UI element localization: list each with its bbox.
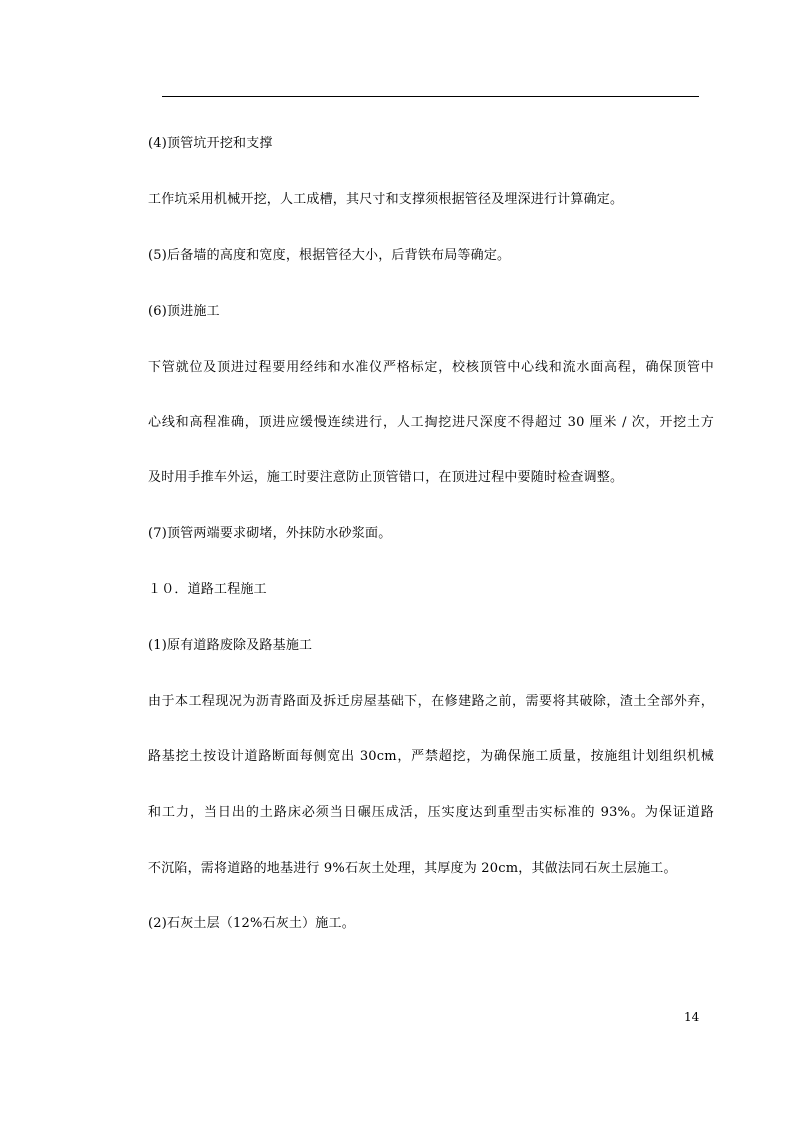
paragraph-line: 及时用手推车外运，施工时要注意防止顶管错口，在顶进过程中要随时检查调整。 <box>148 470 624 485</box>
paragraph-line: 不沉陷，需将道路的地基进行 9%石灰土处理，其厚度为 20cm，其做法同石灰土层施工。 <box>148 861 677 876</box>
section-heading-road-works: １０．道路工程施工 <box>148 582 267 597</box>
heading-jacking-pit: (4)顶管坑开挖和支撑 <box>148 136 273 151</box>
page-number: 14 <box>684 1010 700 1024</box>
header-rule <box>162 96 699 97</box>
heading-lime-soil-layer: (2)石灰土层（12%石灰土）施工。 <box>148 916 355 931</box>
paragraph-line: 和工力，当日出的土路床必须当日碾压成活，压实度达到重型击实标准的 93%。为保证道路 <box>148 805 714 820</box>
heading-pipe-ends: (7)顶管两端要求砌堵，外抹防水砂浆面。 <box>148 526 392 541</box>
paragraph-line: 心线和高程准确，顶进应缓慢连续进行，人工掏挖进尺深度不得超过 30 厘米 / 次，开挖土方 <box>148 415 714 430</box>
paragraph-line: 由于本工程现况为沥青路面及拆迁房屋基础下，在修建路之前，需要将其破除，渣土全部外弃， <box>148 694 714 709</box>
paragraph-line: 下管就位及顶进过程要用经纬和水准仪严格标定，校核顶管中心线和流水面高程，确保顶管中 <box>148 360 714 375</box>
paragraph-line: 工作坑采用机械开挖，人工成槽，其尺寸和支撑须根据管径及埋深进行计算确定。 <box>148 192 624 207</box>
heading-road-removal: (1)原有道路废除及路基施工 <box>148 638 313 653</box>
heading-back-wall: (5)后备墙的高度和宽度，根据管径大小，后背铁布局等确定。 <box>148 248 511 263</box>
heading-jacking-construction: (6)顶进施工 <box>148 304 220 319</box>
paragraph-line: 路基挖土按设计道路断面每侧宽出 30cm，严禁超挖，为确保施工质量，按施组计划组织机械 <box>148 749 714 764</box>
